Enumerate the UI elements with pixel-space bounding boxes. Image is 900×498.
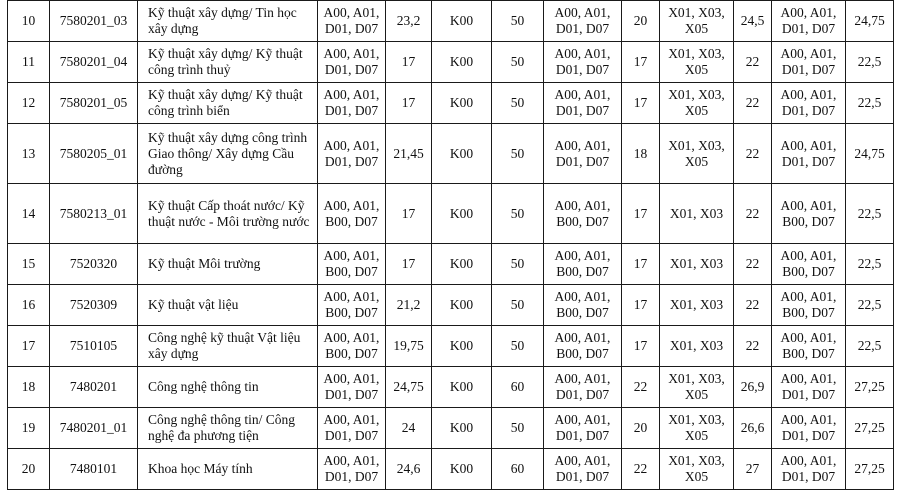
table-row xyxy=(8,124,894,184)
score-5-cell: 22,5 xyxy=(846,244,894,285)
row-number-cell: 14 xyxy=(8,184,50,244)
score-4-cell: 27 xyxy=(734,449,772,490)
score-3-cell: 20 xyxy=(622,1,660,42)
score-4-cell: 22 xyxy=(734,285,772,326)
combination-5-cell: A00, A01, D01, D07 xyxy=(772,1,846,42)
score-2-cell: 50 xyxy=(492,1,544,42)
score-4-cell: 24,5 xyxy=(734,1,772,42)
major-name-cell: Công nghệ kỹ thuật Vật liệu xây dựng xyxy=(138,326,318,367)
table-row xyxy=(8,42,894,83)
major-code-cell: 7580201_05 xyxy=(50,83,138,124)
score-1-cell: 17 xyxy=(386,83,432,124)
major-code-cell: 7520309 xyxy=(50,285,138,326)
combination-4-cell: X01, X03, X05 xyxy=(660,42,734,83)
combination-3-cell: A00, A01, D01, D07 xyxy=(544,367,622,408)
row-number-cell: 13 xyxy=(8,124,50,184)
combination-1-cell: A00, A01, D01, D07 xyxy=(318,1,386,42)
score-1-cell: 19,75 xyxy=(386,326,432,367)
combination-2-cell: K00 xyxy=(432,42,492,83)
score-5-cell: 22,5 xyxy=(846,285,894,326)
score-1-cell: 23,2 xyxy=(386,1,432,42)
combination-2-cell: K00 xyxy=(432,124,492,184)
major-code-cell: 7480201_01 xyxy=(50,408,138,449)
score-2-cell: 50 xyxy=(492,285,544,326)
combination-2-cell: K00 xyxy=(432,408,492,449)
score-3-cell: 18 xyxy=(622,124,660,184)
score-4-cell: 22 xyxy=(734,184,772,244)
score-1-cell: 21,2 xyxy=(386,285,432,326)
combination-4-cell: X01, X03, X05 xyxy=(660,449,734,490)
score-5-cell: 24,75 xyxy=(846,1,894,42)
score-5-cell: 22,5 xyxy=(846,184,894,244)
combination-5-cell: A00, A01, D01, D07 xyxy=(772,449,846,490)
score-2-cell: 50 xyxy=(492,83,544,124)
row-number-cell: 20 xyxy=(8,449,50,490)
combination-1-cell: A00, A01, B00, D07 xyxy=(318,244,386,285)
score-1-cell: 21,45 xyxy=(386,124,432,184)
combination-4-cell: X01, X03 xyxy=(660,285,734,326)
score-3-cell: 17 xyxy=(622,42,660,83)
combination-2-cell: K00 xyxy=(432,244,492,285)
major-code-cell: 7580213_01 xyxy=(50,184,138,244)
score-3-cell: 20 xyxy=(622,408,660,449)
major-code-cell: 7580205_01 xyxy=(50,124,138,184)
combination-2-cell: K00 xyxy=(432,184,492,244)
combination-3-cell: A00, A01, D01, D07 xyxy=(544,1,622,42)
score-5-cell: 24,75 xyxy=(846,124,894,184)
combination-4-cell: X01, X03 xyxy=(660,326,734,367)
score-2-cell: 50 xyxy=(492,184,544,244)
combination-5-cell: A00, A01, B00, D07 xyxy=(772,285,846,326)
major-name-cell: Kỹ thuật xây dựng/ Kỹ thuật công trình biển xyxy=(138,83,318,124)
major-code-cell: 7520320 xyxy=(50,244,138,285)
combination-3-cell: A00, A01, B00, D07 xyxy=(544,326,622,367)
combination-3-cell: A00, A01, B00, D07 xyxy=(544,244,622,285)
table-row xyxy=(8,285,894,326)
table-row xyxy=(8,1,894,42)
table-row xyxy=(8,83,894,124)
row-number-cell: 12 xyxy=(8,83,50,124)
score-5-cell: 27,25 xyxy=(846,408,894,449)
combination-4-cell: X01, X03 xyxy=(660,184,734,244)
combination-1-cell: A00, A01, D01, D07 xyxy=(318,449,386,490)
major-code-cell: 7480101 xyxy=(50,449,138,490)
score-3-cell: 22 xyxy=(622,367,660,408)
combination-3-cell: A00, A01, D01, D07 xyxy=(544,449,622,490)
score-2-cell: 50 xyxy=(492,124,544,184)
combination-1-cell: A00, A01, D01, D07 xyxy=(318,367,386,408)
combination-3-cell: A00, A01, D01, D07 xyxy=(544,408,622,449)
major-name-cell: Khoa học Máy tính xyxy=(138,449,318,490)
major-code-cell: 7580201_03 xyxy=(50,1,138,42)
row-number-cell: 10 xyxy=(8,1,50,42)
row-number-cell: 17 xyxy=(8,326,50,367)
row-number-cell: 18 xyxy=(8,367,50,408)
combination-1-cell: A00, A01, D01, D07 xyxy=(318,124,386,184)
major-name-cell: Kỹ thuật xây dựng/ Tin học xây dựng xyxy=(138,1,318,42)
score-3-cell: 17 xyxy=(622,244,660,285)
combination-4-cell: X01, X03 xyxy=(660,244,734,285)
score-4-cell: 22 xyxy=(734,244,772,285)
combination-3-cell: A00, A01, B00, D07 xyxy=(544,184,622,244)
score-3-cell: 17 xyxy=(622,285,660,326)
combination-5-cell: A00, A01, B00, D07 xyxy=(772,184,846,244)
combination-5-cell: A00, A01, B00, D07 xyxy=(772,244,846,285)
score-1-cell: 24 xyxy=(386,408,432,449)
score-4-cell: 22 xyxy=(734,326,772,367)
row-number-cell: 15 xyxy=(8,244,50,285)
combination-1-cell: A00, A01, B00, D07 xyxy=(318,184,386,244)
row-number-cell: 11 xyxy=(8,42,50,83)
combination-2-cell: K00 xyxy=(432,285,492,326)
score-3-cell: 22 xyxy=(622,449,660,490)
table-body xyxy=(8,1,894,490)
major-name-cell: Công nghệ thông tin xyxy=(138,367,318,408)
combination-4-cell: X01, X03, X05 xyxy=(660,83,734,124)
score-4-cell: 22 xyxy=(734,83,772,124)
score-3-cell: 17 xyxy=(622,184,660,244)
combination-1-cell: A00, A01, B00, D07 xyxy=(318,285,386,326)
major-code-cell: 7480201 xyxy=(50,367,138,408)
combination-4-cell: X01, X03, X05 xyxy=(660,124,734,184)
major-code-cell: 7510105 xyxy=(50,326,138,367)
score-2-cell: 50 xyxy=(492,42,544,83)
combination-1-cell: A00, A01, D01, D07 xyxy=(318,83,386,124)
combination-1-cell: A00, A01, D01, D07 xyxy=(318,42,386,83)
combination-5-cell: A00, A01, D01, D07 xyxy=(772,83,846,124)
combination-4-cell: X01, X03, X05 xyxy=(660,367,734,408)
major-name-cell: Kỹ thuật vật liệu xyxy=(138,285,318,326)
combination-3-cell: A00, A01, B00, D07 xyxy=(544,285,622,326)
table-row xyxy=(8,367,894,408)
score-3-cell: 17 xyxy=(622,326,660,367)
major-code-cell: 7580201_04 xyxy=(50,42,138,83)
score-2-cell: 50 xyxy=(492,408,544,449)
combination-5-cell: A00, A01, D01, D07 xyxy=(772,367,846,408)
major-name-cell: Kỹ thuật Môi trường xyxy=(138,244,318,285)
combination-1-cell: A00, A01, B00, D07 xyxy=(318,326,386,367)
score-4-cell: 22 xyxy=(734,42,772,83)
combination-4-cell: X01, X03, X05 xyxy=(660,408,734,449)
major-name-cell: Kỹ thuật xây dựng/ Kỹ thuật công trình thuỷ xyxy=(138,42,318,83)
table-row xyxy=(8,449,894,490)
score-5-cell: 22,5 xyxy=(846,42,894,83)
score-1-cell: 24,75 xyxy=(386,367,432,408)
combination-5-cell: A00, A01, D01, D07 xyxy=(772,124,846,184)
combination-2-cell: K00 xyxy=(432,326,492,367)
score-5-cell: 22,5 xyxy=(846,326,894,367)
score-4-cell: 26,6 xyxy=(734,408,772,449)
combination-3-cell: A00, A01, D01, D07 xyxy=(544,124,622,184)
combination-3-cell: A00, A01, D01, D07 xyxy=(544,83,622,124)
combination-2-cell: K00 xyxy=(432,1,492,42)
score-4-cell: 22 xyxy=(734,124,772,184)
combination-5-cell: A00, A01, D01, D07 xyxy=(772,408,846,449)
score-1-cell: 17 xyxy=(386,244,432,285)
combination-5-cell: A00, A01, B00, D07 xyxy=(772,326,846,367)
combination-5-cell: A00, A01, D01, D07 xyxy=(772,42,846,83)
admission-score-table xyxy=(7,0,894,490)
major-name-cell: Kỹ thuật xây dựng công trình Giao thông/ Xây dựng Cầu đường xyxy=(138,124,318,184)
score-5-cell: 22,5 xyxy=(846,83,894,124)
score-3-cell: 17 xyxy=(622,83,660,124)
major-name-cell: Công nghệ thông tin/ Công nghệ đa phương tiện xyxy=(138,408,318,449)
combination-2-cell: K00 xyxy=(432,83,492,124)
score-5-cell: 27,25 xyxy=(846,367,894,408)
score-1-cell: 17 xyxy=(386,184,432,244)
major-name-cell: Kỹ thuật Cấp thoát nước/ Kỹ thuật nước - Môi trường nước xyxy=(138,184,318,244)
table-row xyxy=(8,244,894,285)
combination-4-cell: X01, X03, X05 xyxy=(660,1,734,42)
row-number-cell: 19 xyxy=(8,408,50,449)
row-number-cell: 16 xyxy=(8,285,50,326)
score-2-cell: 60 xyxy=(492,449,544,490)
score-5-cell: 27,25 xyxy=(846,449,894,490)
table-row xyxy=(8,408,894,449)
table-row xyxy=(8,326,894,367)
score-2-cell: 50 xyxy=(492,244,544,285)
table-row xyxy=(8,184,894,244)
combination-2-cell: K00 xyxy=(432,449,492,490)
score-2-cell: 50 xyxy=(492,326,544,367)
score-1-cell: 24,6 xyxy=(386,449,432,490)
score-2-cell: 60 xyxy=(492,367,544,408)
combination-3-cell: A00, A01, D01, D07 xyxy=(544,42,622,83)
combination-2-cell: K00 xyxy=(432,367,492,408)
score-1-cell: 17 xyxy=(386,42,432,83)
combination-1-cell: A00, A01, D01, D07 xyxy=(318,408,386,449)
score-4-cell: 26,9 xyxy=(734,367,772,408)
